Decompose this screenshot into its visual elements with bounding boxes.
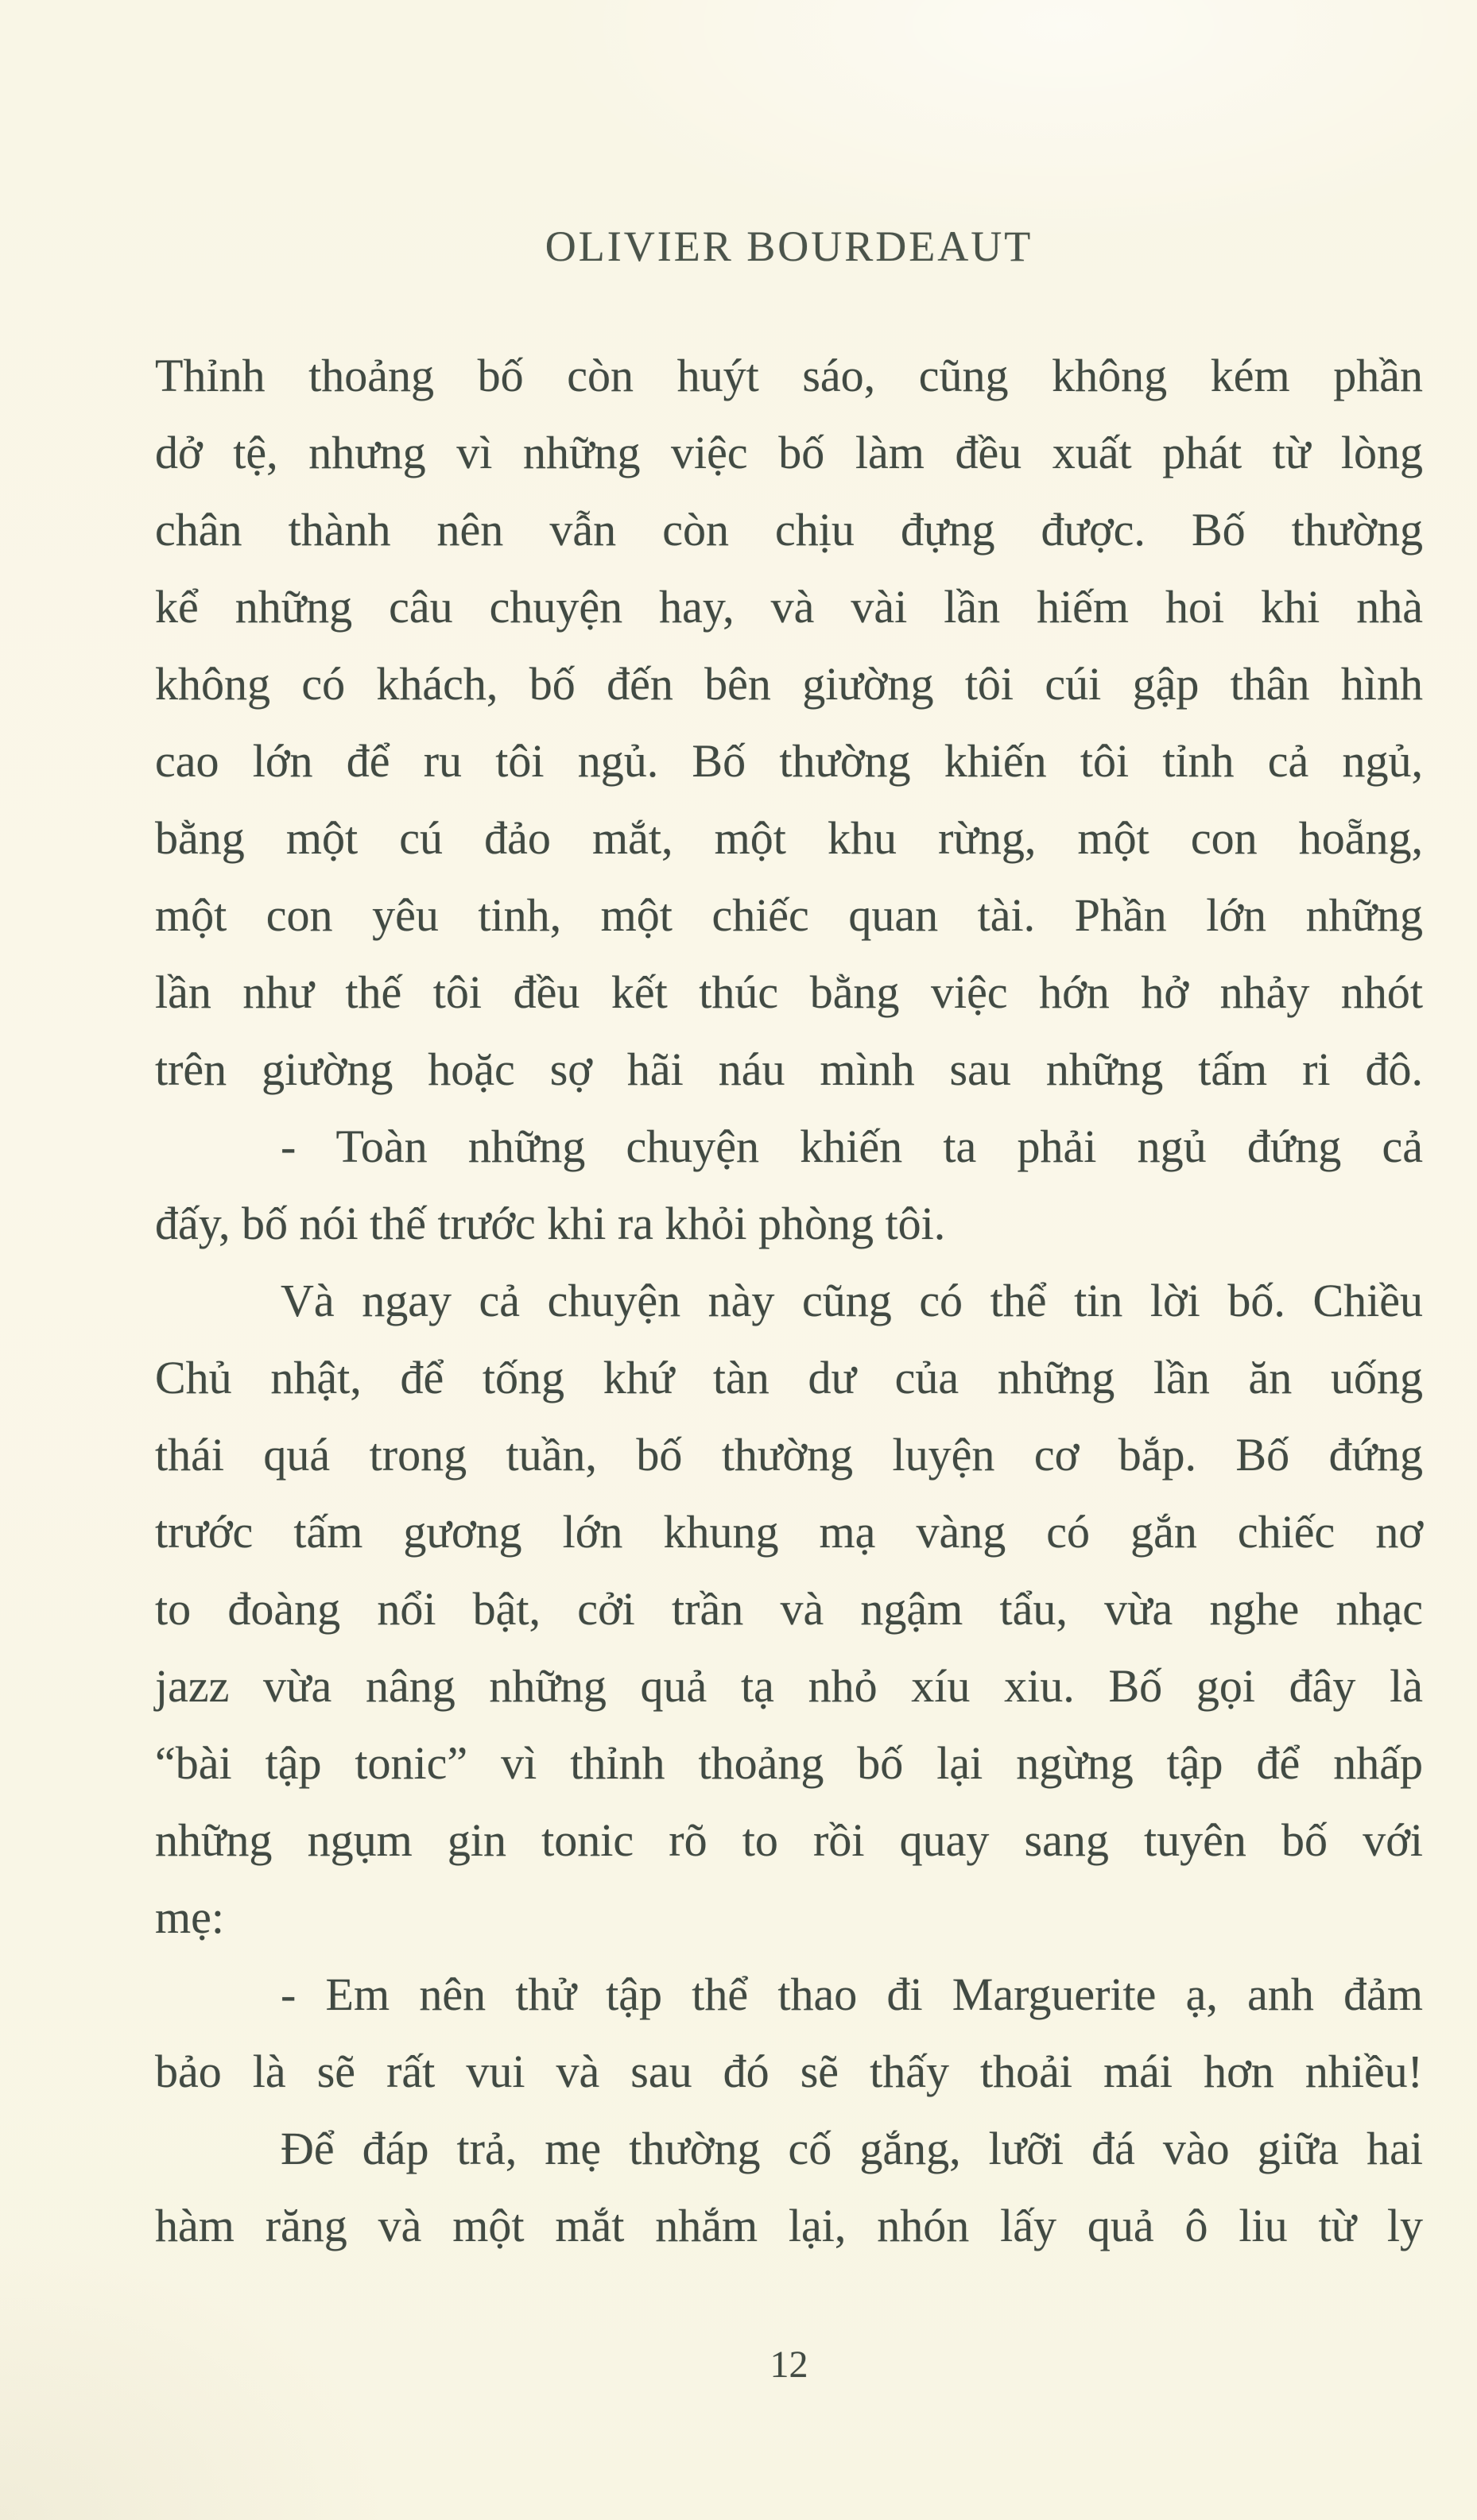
text-line: không có khách, bố đến bên giường tôi cúi gập thân hình: [155, 658, 1423, 710]
text-line: lần như thế tôi đều kết thúc bằng việc hớn hở nhảy nhót: [155, 966, 1423, 1018]
text-line: Và ngay cả chuyện này cũng có thể tin lời bố. Chiều: [281, 1275, 1423, 1326]
text-line: đấy, bố nói thế trước khi ra khỏi phòng tôi.: [155, 1198, 946, 1249]
text-line: chân thành nên vẫn còn chịu đựng được. Bố thường: [155, 504, 1423, 555]
text-line: một con yêu tinh, một chiếc quan tài. Phần lớn những: [155, 889, 1423, 941]
running-header: OLIVIER BOURDEAUT: [545, 223, 1033, 270]
text-line: bảo là sẽ rất vui và sau đó sẽ thấy thoải mái hơn nhiều!: [155, 2046, 1423, 2097]
text-line: - Toàn những chuyện khiến ta phải ngủ đứng cả: [281, 1121, 1423, 1172]
text-line: bằng một cú đảo mắt, một khu rừng, một con hoẵng,: [155, 812, 1423, 864]
text-line: dở tệ, nhưng vì những việc bố làm đều xuất phát từ lòng: [155, 427, 1423, 478]
text-line: hàm răng và một mắt nhắm lại, nhón lấy quả ô liu từ ly: [155, 2200, 1423, 2251]
text-line: trên giường hoặc sợ hãi náu mình sau những tấm ri đô.: [155, 1043, 1423, 1095]
text-line: thái quá trong tuần, bố thường luyện cơ bắp. Bố đứng: [155, 1429, 1423, 1481]
text-line: cao lớn để ru tôi ngủ. Bố thường khiến tôi tỉnh cả ngủ,: [155, 735, 1423, 787]
text-line: trước tấm gương lớn khung mạ vàng có gắn chiếc nơ: [155, 1506, 1423, 1558]
text-line: to đoàng nổi bật, cởi trần và ngậm tẩu, vừa nghe nhạc: [155, 1583, 1423, 1635]
text-line: mẹ:: [155, 1891, 224, 1943]
text-line: Thỉnh thoảng bố còn huýt sáo, cũng không kém phần: [155, 350, 1423, 401]
page-body: [155, 337, 1423, 2264]
page-number: 12: [770, 2344, 808, 2386]
text-line: Để đáp trả, mẹ thường cố gắng, lưỡi đá vào giữa hai: [281, 2123, 1423, 2174]
text-line: - Em nên thử tập thể thao đi Marguerite ạ, anh đảm: [281, 1968, 1423, 2020]
text-line: những ngụm gin tonic rõ to rồi quay sang tuyên bố với: [155, 1814, 1423, 1866]
text-line: kể những câu chuyện hay, và vài lần hiếm hoi khi nhà: [155, 581, 1423, 633]
text-line: jazz vừa nâng những quả tạ nhỏ xíu xiu. Bố gọi đây là: [155, 1660, 1423, 1712]
text-line: “bài tập tonic” vì thỉnh thoảng bố lại ngừng tập để nhấp: [155, 1737, 1423, 1789]
text-line: Chủ nhật, để tống khứ tàn dư của những lần ăn uống: [155, 1352, 1423, 1403]
